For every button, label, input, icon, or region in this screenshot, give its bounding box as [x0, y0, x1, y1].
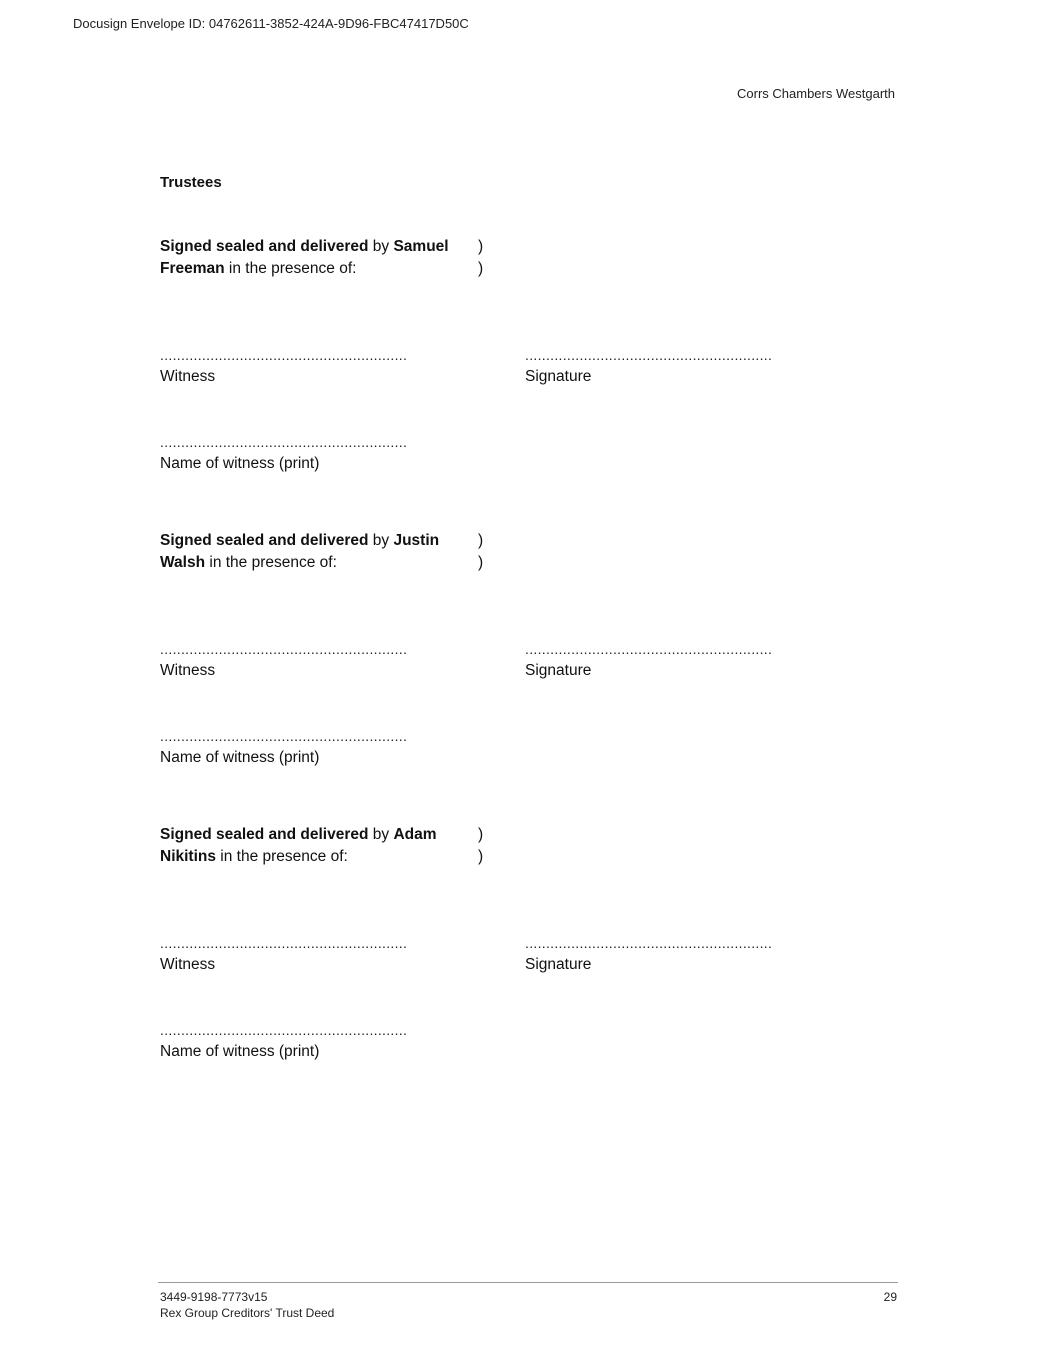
witness-name-line[interactable]: ...........................................................: [160, 728, 408, 744]
signature-block: [160, 530, 900, 770]
bracket-marks: ) ): [478, 238, 484, 277]
signature-block: [160, 236, 900, 476]
bracket-marks: ) ): [478, 826, 484, 865]
signature-block: [160, 824, 900, 1064]
footer-doc-title: Rex Group Creditors' Trust Deed: [160, 1306, 335, 1320]
docusign-envelope-id: Docusign Envelope ID: 04762611-3852-424A-9D96-FBC47417D50C: [73, 16, 469, 31]
execution-statement: Signed sealed and delivered by Samuel Freeman in the presence of:: [160, 238, 449, 277]
signatory-signature-line[interactable]: ...........................................................: [525, 347, 773, 363]
firm-name-header: Corrs Chambers Westgarth: [737, 86, 895, 101]
witness-signature-line[interactable]: ...........................................................: [160, 641, 408, 657]
signature-label: Signature: [525, 956, 592, 973]
witness-signature-line[interactable]: ...........................................................: [160, 935, 408, 951]
signature-label: Signature: [525, 662, 592, 679]
witness-name-line[interactable]: ...........................................................: [160, 1022, 408, 1038]
execution-statement: Signed sealed and delivered by Adam Nikitins in the presence of:: [160, 826, 437, 865]
footer-divider: [158, 1282, 898, 1283]
section-title: Trustees: [160, 174, 222, 191]
witness-label: Witness: [160, 662, 216, 679]
footer-doc-ref: 3449-9198-7773v15: [160, 1290, 268, 1304]
witness-name-label: Name of witness (print): [160, 455, 320, 472]
witness-name-label: Name of witness (print): [160, 749, 320, 766]
execution-statement: Signed sealed and delivered by Justin Walsh in the presence of:: [160, 532, 440, 571]
page-number: 29: [883, 1290, 897, 1304]
witness-name-label: Name of witness (print): [160, 1043, 320, 1060]
witness-name-line[interactable]: ...........................................................: [160, 434, 408, 450]
witness-signature-line[interactable]: ...........................................................: [160, 347, 408, 363]
signature-label: Signature: [525, 368, 592, 385]
signatory-signature-line[interactable]: ...........................................................: [525, 935, 773, 951]
witness-label: Witness: [160, 368, 216, 385]
signatory-signature-line[interactable]: ...........................................................: [525, 641, 773, 657]
bracket-marks: ) ): [478, 532, 484, 571]
witness-label: Witness: [160, 956, 216, 973]
